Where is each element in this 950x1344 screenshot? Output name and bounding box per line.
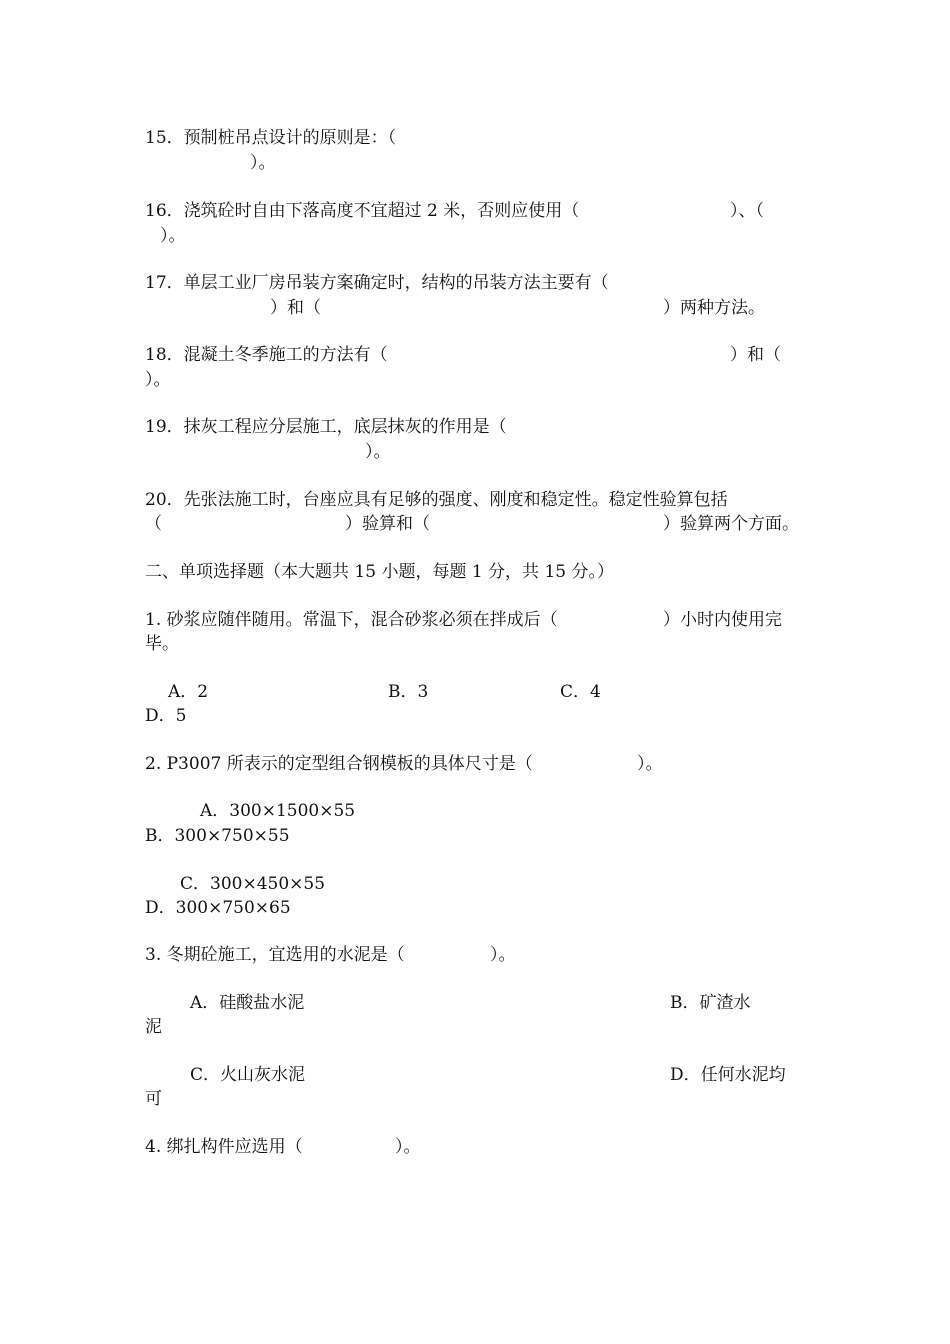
q18-line2: ）。 (145, 370, 171, 390)
section-heading: 二、单项选择题（本大题共 15 小题，每题 1 分，共 15 分。） (145, 562, 615, 582)
q20-line1: 20．先张法施工时，台座应具有足够的强度、刚度和稳定性。稳定性验算包括 (145, 490, 728, 510)
q15-line1: 15．预制桩吊点设计的原则是：（ (145, 128, 397, 148)
q16-line1b: ）、（ (730, 201, 764, 221)
q20-line2c: ）验算两个方面。 (663, 514, 799, 534)
choice-q1-stem-line1: 1. 砂浆应随伴随用。常温下，混合砂浆必须在拌成后（ (145, 610, 558, 630)
q20-line2b: ）验算和（ (345, 514, 430, 534)
choice-q1-option-b: B．3 (388, 682, 429, 702)
choice-q1-option-c: C．4 (560, 682, 601, 702)
q19-line2: ）。 (365, 442, 391, 462)
choice-q1-stem-line2: 毕。 (145, 634, 179, 654)
choice-q2-stem: 2. P3007 所表示的定型组合钢模板的具体尺寸是（ (145, 754, 533, 774)
choice-q3-option-b-part2: 泥 (145, 1017, 162, 1037)
q19-line1: 19．抹灰工程应分层施工，底层抹灰的作用是（ (145, 417, 507, 437)
choice-q2-option-b: B．300×750×55 (145, 826, 290, 846)
choice-q3-stem: 3. 冬期砼施工，宜选用的水泥是（ (145, 945, 405, 965)
q17-line1: 17．单层工业厂房吊装方案确定时，结构的吊装方法主要有（ (145, 273, 609, 293)
choice-q4-stem: 4. 绑扎构件应选用（ (145, 1137, 303, 1157)
q18-line1: 18．混凝土冬季施工的方法有（ (145, 345, 388, 365)
q16-line2: ）。 (160, 226, 186, 246)
q17-line2a: ）和（ (270, 298, 321, 318)
choice-q2-option-c: C．300×450×55 (180, 874, 326, 894)
choice-q2-stem-end: ）。 (637, 754, 663, 774)
q17-line2b: ）两种方法。 (663, 298, 765, 318)
choice-q3-stem-end: ）。 (490, 945, 516, 965)
choice-q2-option-d: D．300×750×65 (145, 898, 291, 918)
choice-q1-stem-line1b: ）小时内使用完 (663, 610, 782, 630)
choice-q4-stem-end: ）。 (395, 1137, 421, 1157)
choice-q1-option-a: A．2 (168, 682, 209, 702)
q20-line2a: （ (145, 514, 162, 534)
choice-q1-option-d: D．5 (145, 706, 187, 726)
choice-q3-option-a: A．硅酸盐水泥 (190, 993, 305, 1013)
q18-line1b: ）和（ (730, 345, 781, 365)
choice-q3-option-c: C．火山灰水泥 (190, 1065, 306, 1085)
choice-q3-option-d-part2: 可 (145, 1089, 162, 1109)
choice-q2-option-a: A．300×1500×55 (200, 801, 356, 821)
q16-line1: 16．浇筑砼时自由下落高度不宜超过 2 米，否则应使用（ (145, 201, 580, 221)
q15-line2: ）。 (250, 153, 276, 173)
choice-q3-option-b-part1: B．矿渣水 (670, 993, 751, 1013)
choice-q3-option-d-part1: D．任何水泥均 (670, 1065, 786, 1085)
